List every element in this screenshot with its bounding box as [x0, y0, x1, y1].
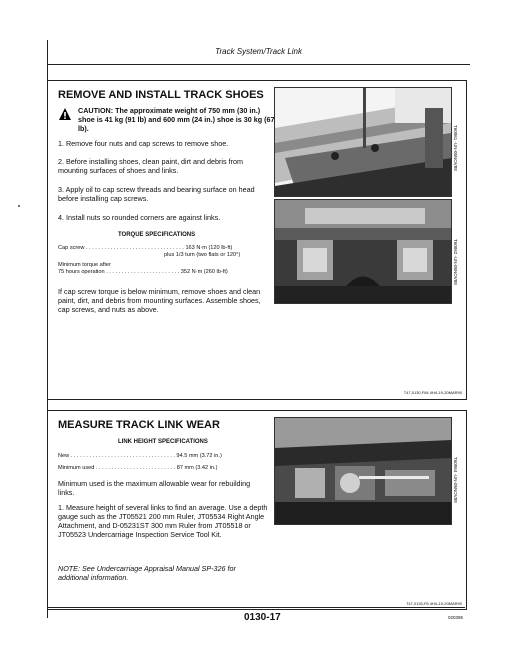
- track-shoe-photo-1: [274, 87, 452, 197]
- torque-cap-extra: plus 1/3 turn (two flats or 120°): [164, 252, 241, 258]
- torque-min-label: Minimum torque after: [58, 262, 111, 268]
- photo1-id: T60061: [453, 125, 458, 141]
- photo1-code: [453, 125, 458, 171]
- step-2: 2. Before installing shoes, clean paint, dirt and debris from mounting surfaces of shoes and links.: [58, 157, 243, 175]
- photo2-date: -UN-05NOV88: [453, 255, 458, 285]
- torque-title: TORQUE SPECIFICATIONS: [118, 232, 196, 238]
- footer-rule: [47, 607, 465, 608]
- header-title: Track System/Track Link: [215, 47, 302, 56]
- link-spec-title: LINK HEIGHT SPECIFICATIONS: [118, 439, 208, 445]
- section1-footer-code: T47,0130,F84 4H4-19-20MAR90: [403, 390, 462, 395]
- torque-cap-screw: Cap screw . . . . . . . . . . . . . . . . . . . . . . . . . . . . . . . . 163 N·m (120 lb-ft): [58, 245, 233, 251]
- link-spec-new: New . . . . . . . . . . . . . . . . . . . . . . . . . . . . . . . . . . 94.5 mm (3.72 in.): [58, 453, 222, 459]
- photo2-id: T60062: [453, 239, 458, 255]
- page-code: 020395: [447, 615, 463, 620]
- page-header: [47, 40, 470, 65]
- margin-dot: [18, 205, 20, 207]
- min-used-paragraph: Minimum used is the maximum allowable wear for rebuilding links.: [58, 479, 251, 497]
- step-3: 3. Apply oil to cap screw threads and bearing surface on head before installing cap screws.: [58, 185, 255, 203]
- appraisal-note: NOTE: See Undercarriage Appraisal Manual SP-326 for additional information.: [58, 564, 236, 582]
- step-1: 1. Remove four nuts and cap screws to remove shoe.: [58, 139, 229, 148]
- photo3-code: [453, 457, 458, 503]
- photo1-date: -UN-05NOV88: [453, 141, 458, 171]
- torque-min-value: 75 hours operation . . . . . . . . . . . . . . . . . . . . . . . . 352 N·m (260 lb-ft): [58, 269, 228, 275]
- section2-footer-code: T47,0130,F8 4H4-19-20MAR90: [405, 601, 462, 606]
- section-title: REMOVE AND INSTALL TRACK SHOES: [58, 89, 264, 101]
- page-number: 0130-17: [244, 612, 281, 623]
- track-shoe-photo-2: [274, 199, 452, 304]
- remove-install-section: [47, 80, 467, 400]
- photo3-date: -UN-05NOV88: [453, 473, 458, 503]
- caution-icon: [58, 107, 72, 121]
- torque-note: If cap screw torque is below minimum, remove shoes and clean paint, dirt, and debris from mounting surfaces. Assemble shoes, cap screws, and nuts as above.: [58, 287, 261, 314]
- photo3-id: T60064: [453, 457, 458, 473]
- section-title: MEASURE TRACK LINK WEAR: [58, 419, 220, 431]
- photo2-code: [453, 239, 458, 285]
- measure-link-wear-section: [47, 410, 467, 610]
- step-4: 4. Install nuts so rounded corners are against links.: [58, 213, 221, 222]
- link-spec-min: Minimum used . . . . . . . . . . . . . . . . . . . . . . . . . . 87 mm (3.42 in.): [58, 465, 218, 471]
- measure-step-1: 1. Measure height of several links to find an average. Use a depth gauge such as the JT05521 200 mm Ruler, JT05534 Right Angle Attachment, and D-05231ST 300 mm Ruler from JT05518 or JT05523 Undercarriage Inspection Service Tool Kit.: [58, 503, 268, 539]
- track-link-photo: [274, 417, 452, 525]
- caution-text: CAUTION: The approximate weight of 750 mm (30 in.) shoe is 41 kg (91 lb) and 600 mm (24 in.) shoe is 30 kg (67 lb).: [78, 106, 275, 133]
